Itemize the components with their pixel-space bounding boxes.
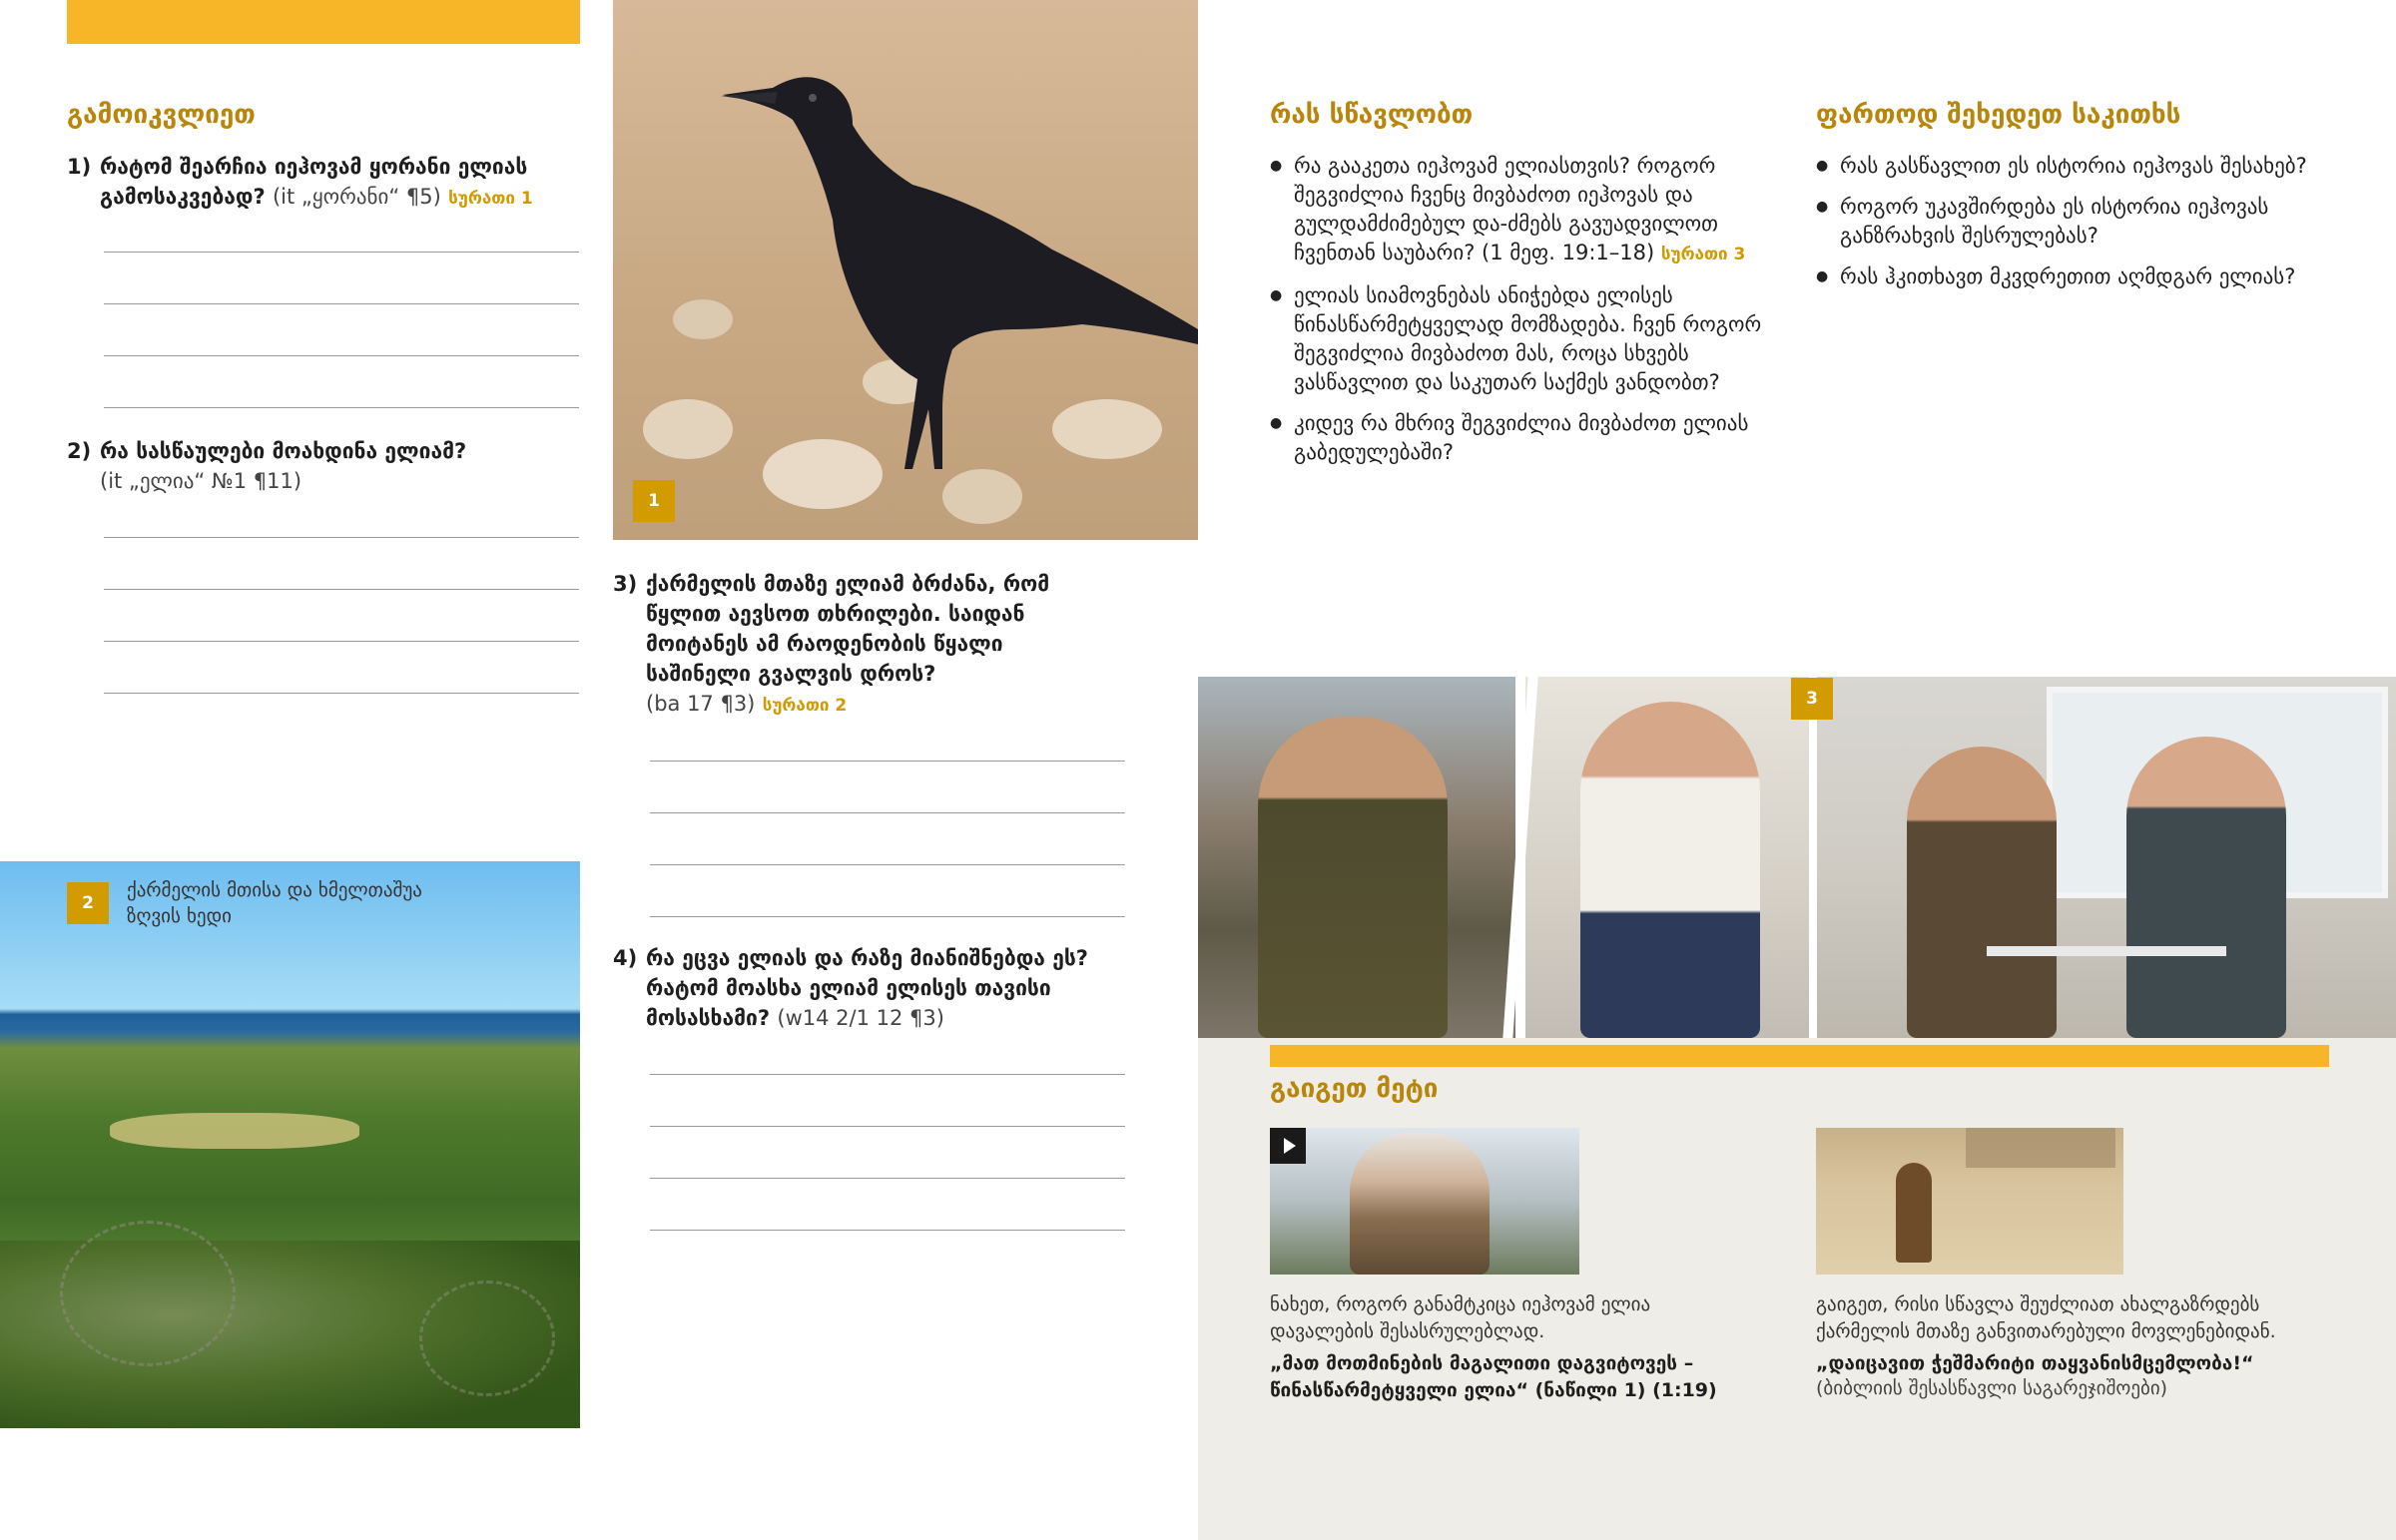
video-1-title[interactable]: „მათ მოთმინების მაგალითი დაგვიტოვეს – წინასწარმეტყველი ელია“ (ნაწილი 1) (1:19): [1270, 1352, 1717, 1401]
video-1-caption: ნახეთ, როგორ განამტკიცა იეჰოვამ ელია დავალების შესასრულებლად.: [1270, 1293, 1651, 1342]
article-2-thumbnail[interactable]: [1816, 1128, 2123, 1275]
article-2-source: (ბიბლიის შესასწავლი საგარეჯიშოები): [1816, 1377, 2168, 1399]
distant-field: [110, 1113, 359, 1149]
answer-line[interactable]: [104, 537, 579, 538]
investigate-heading: გამოიკვლიეთ: [67, 100, 256, 130]
learn-item-2-text: ელიას სიამოვნებას ანიჭებდა ელისეს წინასწარმეტყველად მომზადება. ჩვენ როგორ შეგვიძლია მივბაძოთ მას, როცა სხვებს ვასწავლით და საკუთარ საქმეს ვანდობთ?: [1294, 283, 1762, 394]
article-2-caption: გაიგეთ, რისი სწავლა შეუძლიათ ახალგაზრდებს ქარმელის მთაზე განვითარებული მოვლენებიდან.: [1816, 1293, 2276, 1342]
answer-line[interactable]: [104, 693, 579, 694]
question-1-text: რატომ შეარჩია იეჰოვამ ყორანი ელიას გამოსაკვებად?: [100, 155, 528, 209]
crowd: [1966, 1128, 2115, 1168]
broad-item-3-text: რას ჰკითხავთ მკვდრეთით აღმდგარ ელიას?: [1840, 264, 2296, 288]
learn-heading: რას სწავლობთ: [1270, 100, 1474, 130]
broad-item-1-text: რას გასწავლით ეს ისტორია იეჰოვას შესახებ?: [1840, 154, 2307, 178]
video-1-thumbnail[interactable]: [1270, 1128, 1579, 1275]
answer-line[interactable]: [650, 864, 1125, 865]
question-3-image-ref: სურათი 2: [762, 696, 848, 716]
person: [1580, 702, 1760, 1038]
play-button[interactable]: [1270, 1128, 1306, 1164]
learn-item: [1270, 281, 1779, 397]
answer-line[interactable]: [650, 812, 1125, 813]
learn-item-3-text: კიდევ რა მხრივ შეგვიძლია მივბაძოთ ელიას გაბედულებაში?: [1294, 411, 1749, 464]
raven-image: [613, 0, 1198, 540]
question-1-image-ref: სურათი 1: [448, 189, 533, 209]
question-4-ref: (w14 2/1 12 ¶3): [777, 1006, 944, 1030]
question-2-text: რა სასწაულები მოახდინა ელიამ?: [100, 439, 467, 463]
broad-item: [1816, 152, 2335, 181]
answer-line[interactable]: [104, 355, 579, 356]
answer-line[interactable]: [650, 1126, 1125, 1127]
learn-item: [1270, 152, 1779, 269]
question-1: [67, 152, 586, 214]
answer-line[interactable]: [104, 407, 579, 408]
question-1-number: 1): [67, 155, 92, 179]
answer-line[interactable]: [650, 1074, 1125, 1075]
question-4-text: რა ეცვა ელიას და რაზე მიანიშნებდა ეს? რატომ მოასხა ელიამ ელისეს თავისი მოსასხამი?: [646, 946, 1088, 1030]
question-4-number: 4): [613, 946, 638, 970]
carmel-landscape-image: [0, 861, 580, 1428]
article-2-title[interactable]: „დაიცავით ჭეშმარიტი თაყვანისმცემლობა!“: [1816, 1352, 2254, 1374]
learn-more-accent-bar: [1270, 1045, 2329, 1067]
question-2: [67, 436, 586, 496]
answer-line[interactable]: [650, 1178, 1125, 1179]
top-accent-bar: [67, 0, 580, 44]
question-3-text: ქარმელის მთაზე ელიამ ბრძანა, რომ წყლით აევსოთ თხრილები. საიდან მოიტანეს ამ რაოდენობის წყალი საშინელი გვალვის დროს?: [646, 572, 1050, 686]
bare-tree: [60, 1221, 236, 1366]
image-3-badge: 3: [1791, 678, 1833, 720]
illustration-strip: [1198, 677, 2396, 1038]
carmel-image-caption: ქარმელის მთისა და ხმელთაშუა ზღვის ხედი: [127, 879, 422, 927]
person: [1258, 717, 1448, 1038]
answer-line[interactable]: [104, 252, 579, 253]
cafe-table: [1987, 946, 2226, 956]
man-on-phone-home: [1525, 677, 1817, 1038]
elijah-figure: [1350, 1133, 1490, 1275]
learn-more-panel: [1198, 1038, 2396, 1540]
learn-more-heading: გაიგეთ მეტი: [1270, 1074, 1439, 1104]
broad-list: [1816, 152, 2335, 303]
learn-item-1-image-ref: სურათი 3: [1660, 245, 1746, 264]
bare-tree: [419, 1281, 555, 1396]
question-3: [613, 569, 1082, 721]
answer-line[interactable]: [650, 1230, 1125, 1231]
broad-item: [1816, 262, 2335, 291]
learn-item: [1270, 409, 1779, 467]
answer-line[interactable]: [104, 303, 579, 304]
play-icon: [1284, 1138, 1296, 1154]
learn-item-1-text: რა გააკეთა იეჰოვამ ელიასთვის? როგორ შეგვიძლია ჩვენც მივბაძოთ იეჰოვას და გულდამძიმებულ და-ძმებს გავუადვილოთ ჩვენთან საუბარი? (1 მეფ. 19:1–18): [1294, 154, 1718, 264]
question-1-ref: (it „ყორანი“ ¶5): [272, 185, 441, 209]
question-2-number: 2): [67, 439, 92, 463]
divider: [1809, 677, 1817, 1038]
broad-item-2-text: როგორ უკავშირდება ეს ისტორია იეჰოვას განზრახვის შესრულებას?: [1840, 195, 2269, 248]
two-men-cafe: [1817, 677, 2396, 1038]
elijah-figure: [1896, 1163, 1932, 1263]
question-4: [613, 943, 1102, 1033]
raven-silhouette: [613, 0, 1198, 540]
image-2-badge: 2: [67, 882, 109, 924]
question-2-ref: (it „ელია“ №1 ¶11): [100, 469, 302, 493]
question-3-number: 3): [613, 572, 638, 596]
answer-line[interactable]: [104, 641, 579, 642]
person: [2126, 737, 2286, 1038]
learn-list: [1270, 152, 1779, 479]
broad-heading: ფართოდ შეხედეთ საკითხს: [1816, 100, 2181, 130]
broad-item: [1816, 193, 2335, 251]
answer-line[interactable]: [650, 761, 1125, 762]
image-1-badge: 1: [633, 480, 675, 522]
question-3-ref: (ba 17 ¶3): [646, 692, 756, 716]
answer-line[interactable]: [104, 589, 579, 590]
person: [1907, 747, 2057, 1038]
answer-line[interactable]: [650, 916, 1125, 917]
man-on-phone-street: [1198, 677, 1515, 1038]
